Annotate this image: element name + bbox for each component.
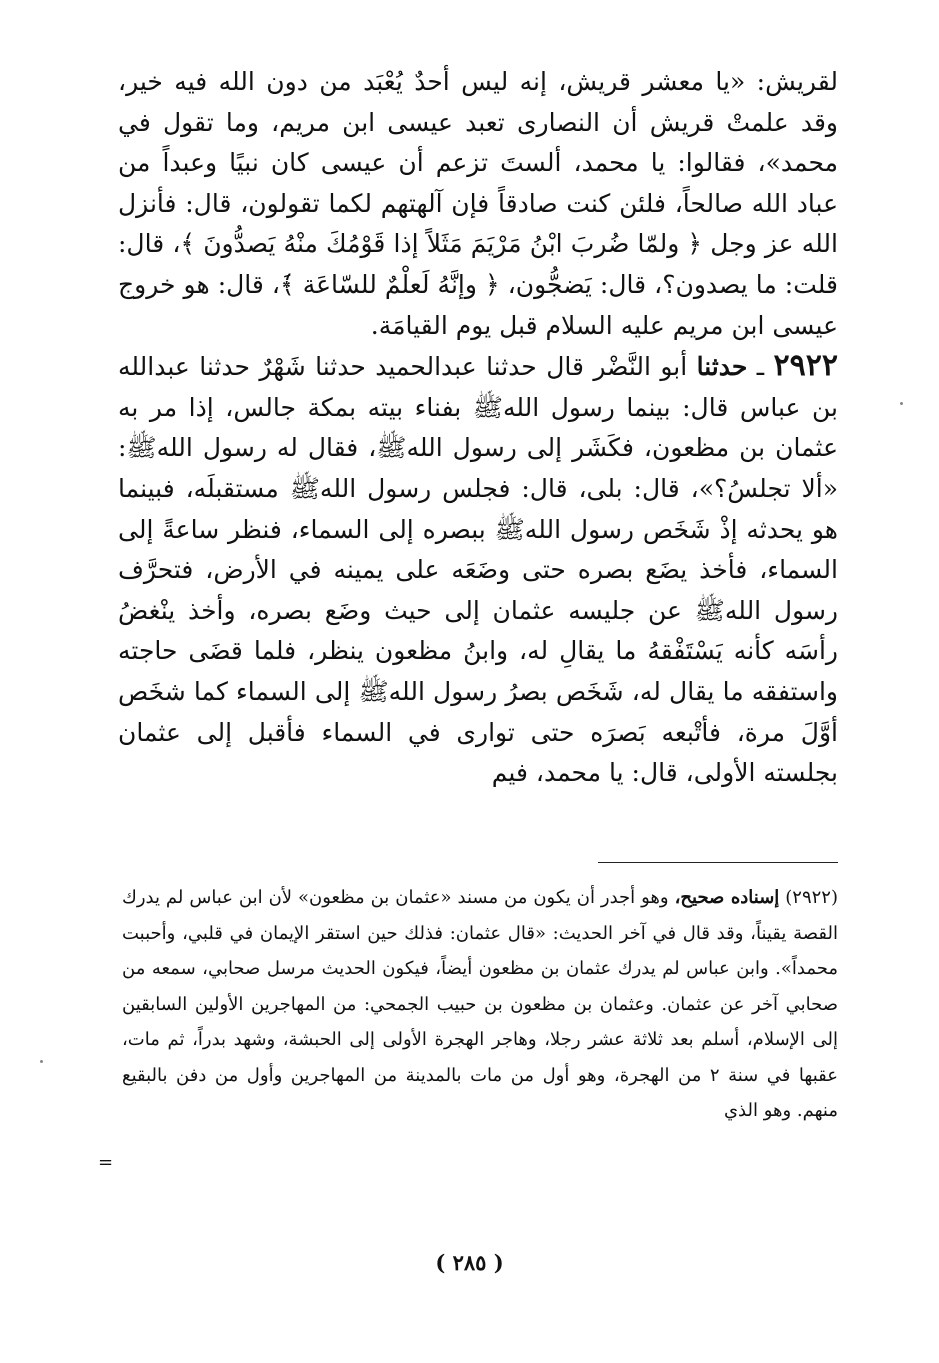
footnote-text: وهو أجدر أن يكون من مسند «عثمان بن مظعون» لأن ابن عباس لم يدرك القصة يقيناً، وقد قال في آخر الحديث: «قال عثمان: فذلك حين استقر الإيمان في قلبي، وأحببت محمداً». وابن عباس لم يدرك عثمان بن مظعون أيضاً، فيكون الحديث مرسل صحابي، سمعه من صحابي آخر عن عثمان. وعثمان بن مظعون بن حبيب الجمحي: من المهاجرين الأولين السابقين إلى الإسلام، أسلم بعد ثلاثة عشر رجلا، وهاجر الهجرة الأولى إلى الحبشة، وشهد بدراً، ثم مات، عقبها في سنة ٢ من الهجرة، وهو أول من مات بالمدينة من المهاجرين وأول من دفن بالبقيع منهم. وهو الذي	[122, 887, 838, 1121]
hadith-text: أبو النَّضْر قال حدثنا عبدالحميد حدثنا شَهْرٌ حدثنا عبدالله بن عباس قال: بينما رسول اللهﷺ بفناء بيته بمكة جالس، إذا مر به عثمان بن مظعون، فكَشَر إلى رسول اللهﷺ، فقال له رسول اللهﷺ: «ألا تجلسُ؟»، قال: بلى، قال: فجلس رسول اللهﷺ مستقبلَه، فبينما هو يحدثه إذْ شَخَص رسول اللهﷺ ببصره إلى السماء، فنظر ساعةً إلى السماء، فأخذ يضَع بصره حتى وضَعَه على يمينه في الأرض، فتحرَّف رسول اللهﷺ عن جليسه عثمان إلى حيث وضَع بصره، وأخذ ينْغضُ رأسَه كأنه يَسْتَفْقهُ ما يقالِ له، وابنُ مظعون ينظر، فلما قضَى حاجته واستفقه ما يقال له، شَخَص بصرُ رسول اللهﷺ إلى السماء كما شخَص أوَّلَ مرة، فأتْبعه بَصرَه حتى توارى في السماء فأقبل إلى عثمان بجلسته الأولى، قال: يا محمد، فيم	[118, 352, 838, 788]
paragraph-1: لقريش: «يا معشر قريش، إنه ليس أحدٌ يُعْبَد من دون الله فيه خير، وقد علمتْ قريش أن النصارى تعبد عيسى ابن مريم، وما تقول في محمد»، فقالوا: يا محمد، ألستَ تزعم أن عيسى كان نبيًا وعبداً من عباد الله صالحاً، فلئن كنت صادقاً فإن آلهتهم لكما تقولون، قال: فأنزل الله عز وجل ﴿ ولمّا ضُربَ ابْنُ مَرْيَمَ مَثَلاً إذا قَوْمُكَ منْهُ يَصدُّونَ ﴾، قال: قلت: ما يصدون؟، قال: يَضجُّون، ﴿ وإنَّهُ لَعلْمٌ للسّاعَة ﴾َ، قال: هو خروج عيسى ابن مريم عليه السلام قبل يوم القيامَة.	[118, 67, 838, 340]
footnote-divider	[598, 862, 838, 863]
footnote-number: (٢٩٢٢)	[785, 887, 838, 908]
continuation-mark: =	[98, 1152, 114, 1173]
paragraph-2: ٢٩٢٢ ـ حدثنا أبو النَّضْر قال حدثنا عبدالحميد حدثنا شَهْرٌ حدثنا عبدالله بن عباس قال: بينما رسول اللهﷺ بفناء بيته بمكة جالس، إذا مر به عثمان بن مظعون، فكَشَر إلى رسول اللهﷺ، فقال له رسول اللهﷺ: «ألا تجلسُ؟»، قال: بلى، قال: فجلس رسول اللهﷺ مستقبلَه، فبينما هو يحدثه إذْ شَخَص رسول اللهﷺ ببصره إلى السماء، فنظر ساعةً إلى السماء، فأخذ يضَع بصره حتى وضَعَه على يمينه في الأرض، فتحرَّف رسول اللهﷺ عن جليسه عثمان إلى حيث وضَع بصره، وأخذ ينْغضُ رأسَه كأنه يَسْتَفْقهُ ما يقالِ له، وابنُ مظعون ينظر، فلما قضَى حاجته واستفقه ما يقال له، شَخَص بصرُ رسول اللهﷺ إلى السماء كما شخَص أوَّلَ مرة، فأتْبعه بَصرَه حتى توارى في السماء فأقبل إلى عثمان بجلسته الأولى، قال: يا محمد، فيم	[118, 348, 838, 788]
scan-speck	[40, 1060, 43, 1063]
hadith-number: ٢٩٢٢	[773, 348, 838, 384]
footnote-label: إسناده صحيح،	[674, 887, 780, 908]
main-text	[118, 62, 838, 794]
scan-speck	[900, 402, 903, 405]
hadith-intro: حدثنا	[696, 352, 748, 382]
page-number: ( ٢٨٥ )	[435, 1250, 504, 1275]
footnote-paragraph	[122, 880, 838, 1129]
footnote	[122, 880, 838, 1129]
